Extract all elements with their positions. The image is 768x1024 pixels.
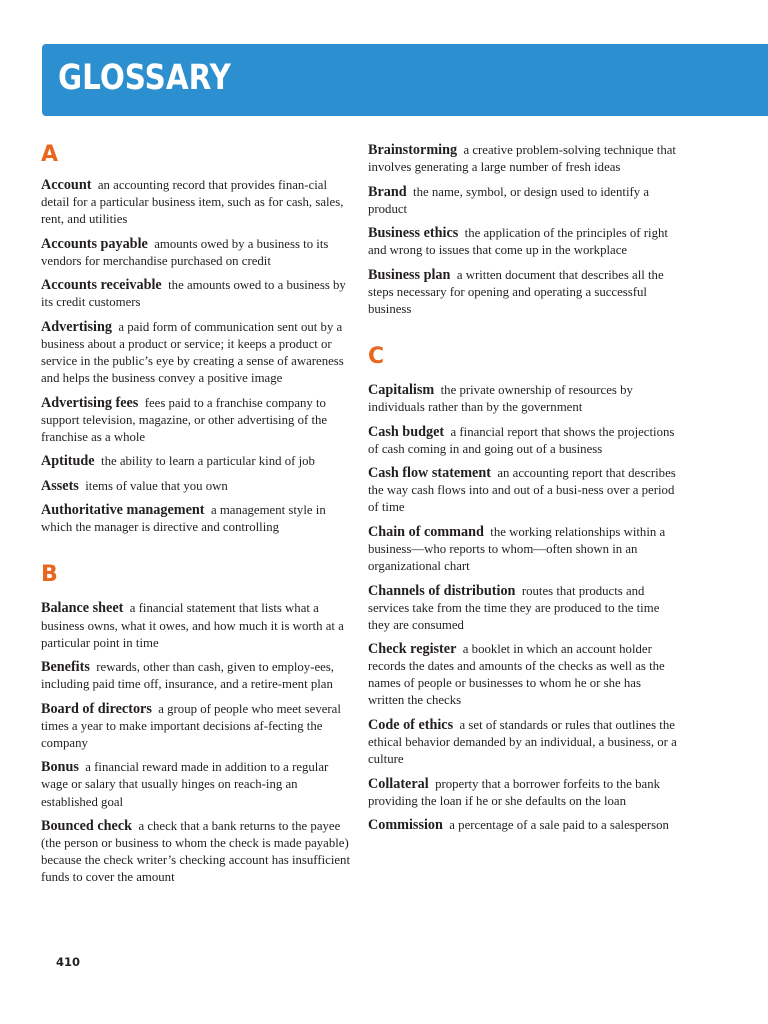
glossary-term: Account: [41, 177, 92, 193]
right-column: [368, 142, 680, 842]
glossary-term: Cash budget: [368, 423, 445, 440]
glossary-entry: [368, 267, 680, 318]
glossary-term: Board of directors: [41, 700, 152, 717]
glossary-definition: a check that a bank returns to the payee (the person or business to whom the check is made payable) because the check writer’s checking account has insufficient funds to cover the amount: [41, 819, 351, 885]
glossary-entry: [41, 502, 353, 536]
section-letter: A: [41, 142, 59, 167]
glossary-entry: [41, 659, 353, 693]
glossary-term: Cash flow statement: [368, 465, 491, 482]
page-title: GLOSSARY: [58, 58, 231, 98]
glossary-term: Code of ethics: [368, 716, 454, 733]
glossary-entry: [41, 478, 353, 495]
glossary-entry: [368, 641, 680, 709]
glossary-definition: property that a borrower forfeits to the bank providing the loan if he or she defaults on the loan: [368, 776, 661, 808]
glossary-definition: amounts owed by a business to its vendors for merchandise purchased on credit: [41, 236, 329, 268]
glossary-term: Advertising fees: [41, 394, 139, 411]
glossary-definition: a percentage of a sale paid to a salesperson: [449, 818, 669, 833]
glossary-entry: [368, 817, 680, 834]
glossary-entry: [41, 319, 353, 387]
glossary-term: Authoritative management: [41, 502, 205, 519]
glossary-entry: [368, 142, 680, 176]
glossary-term: Business plan: [368, 266, 451, 283]
glossary-entry: [368, 465, 680, 516]
glossary-definition: the amounts owed to a business by its credit customers: [41, 278, 346, 310]
glossary-entry: [368, 524, 680, 575]
glossary-definition: rewards, other than cash, given to employ-ees, including paid time off, insurance, and a retire-ment plan: [41, 660, 335, 692]
glossary-term: Accounts payable: [41, 235, 148, 252]
glossary-definition: an accounting report that describes the way cash flows into and out of a busi-ness over a period of time: [368, 466, 676, 515]
glossary-definition: a set of standards or rules that outlines the ethical behavior demanded by an individual, a business, or a culture: [368, 717, 677, 767]
glossary-term: Check register: [368, 641, 457, 658]
glossary-definition: the name, symbol, or design used to identify a product: [368, 184, 650, 216]
glossary-definition: fees paid to a franchise company to support television, magazine, or other advertising of the franchise as a whole: [41, 395, 328, 444]
glossary-definition: the application of the principles of right and wrong to issues that come up in the workplace: [368, 226, 668, 258]
glossary-definition: routes that products and services take from the time they are produced to the time they are consumed: [368, 583, 660, 632]
glossary-term: Brainstorming: [368, 142, 458, 158]
glossary-entry: [368, 225, 680, 259]
glossary-definition: a booklet in which an account holder records the dates and amounts of the checks as well as the names of people or businesses to whom he or she has written the checks: [368, 642, 665, 708]
glossary-entry: [41, 701, 353, 752]
glossary-definition: a creative problem-solving technique that involves generating a large number of fresh ideas: [368, 143, 676, 175]
glossary-definition: a written document that describes all the steps necessary for opening and operating a successful business: [368, 267, 664, 316]
glossary-term: Bounced check: [41, 818, 133, 835]
glossary-definition: a financial statement that lists what a business owns, what it owes, and how much it is worth at a particular point in time: [41, 601, 344, 650]
glossary-entry: [368, 424, 680, 458]
glossary-term: Advertising: [41, 318, 112, 335]
glossary-definition: the ability to learn a particular kind of job: [101, 454, 315, 469]
glossary-banner: [42, 44, 768, 116]
glossary-entry: [41, 453, 353, 470]
glossary-definition: a management style in which the manager is directive and controlling: [41, 503, 326, 535]
glossary-entry: [41, 236, 353, 270]
glossary-entry: [41, 395, 353, 446]
glossary-entry: [41, 600, 353, 651]
glossary-term: Assets: [41, 477, 79, 494]
glossary-definition: a financial reward made in addition to a regular wage or salary that usually hinges on reach-ing an established goal: [41, 760, 329, 809]
glossary-definition: a financial report that shows the projections of cash coming in and going out of a business: [368, 424, 675, 456]
glossary-definition: the private ownership of resources by individuals rather than by the government: [368, 383, 633, 415]
glossary-term: Accounts receivable: [41, 277, 162, 294]
glossary-term: Capitalism: [368, 382, 435, 399]
page-number: 410: [56, 955, 81, 969]
glossary-term: Balance sheet: [41, 600, 124, 617]
glossary-entry: [368, 382, 680, 416]
glossary-definition: the working relationships within a business—who reports to whom—often shown in an organizational chart: [368, 524, 666, 574]
glossary-term: Brand: [368, 183, 407, 200]
glossary-entry: [41, 818, 353, 886]
glossary-entry: [41, 277, 353, 311]
glossary-term: Channels of distribution: [368, 582, 516, 599]
glossary-definition: a paid form of communication sent out by a business about a product or service; it keeps a product or service in the public’s eye by creating a sense of awareness and helps the business convey a positive image: [41, 319, 344, 386]
glossary-term: Chain of command: [368, 523, 484, 540]
glossary-entry: [368, 583, 680, 634]
glossary-entry: [368, 717, 680, 768]
glossary-term: Collateral: [368, 775, 429, 792]
glossary-definition: a group of people who meet several times a year to make important decisions af-fecting the company: [41, 701, 341, 750]
glossary-entry: [368, 184, 680, 218]
glossary-term: Benefits: [41, 659, 90, 676]
glossary-definition: items of value that you own: [85, 478, 228, 493]
section-letter: C: [368, 344, 385, 370]
left-column: [41, 142, 353, 894]
glossary-term: Bonus: [41, 759, 79, 776]
glossary-term: Business ethics: [368, 225, 459, 242]
glossary-term: Commission: [368, 817, 443, 834]
glossary-definition: an accounting record that provides finan-cial detail for a particular business item, such as for cash, sales, rent, and utilities: [41, 178, 344, 227]
glossary-entry: [41, 177, 353, 228]
glossary-term: Aptitude: [41, 453, 95, 470]
glossary-entry: [41, 759, 353, 810]
section-letter: B: [41, 562, 58, 588]
glossary-entry: [368, 776, 680, 810]
